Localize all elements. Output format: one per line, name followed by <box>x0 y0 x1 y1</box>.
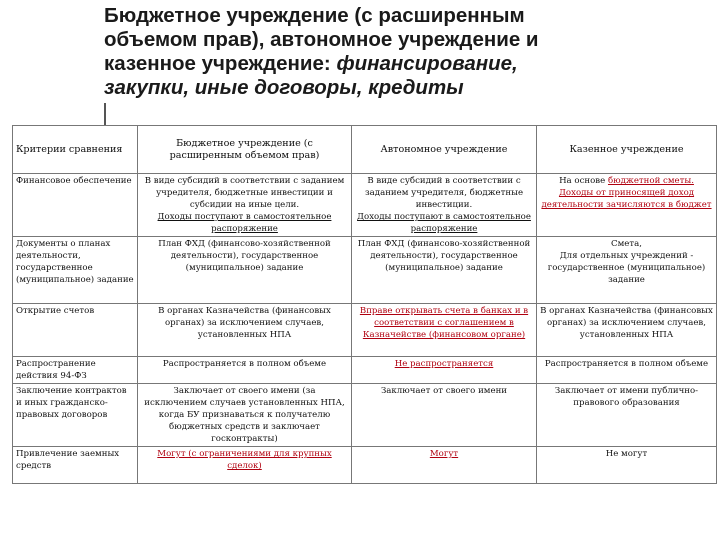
title-line-2: объемом прав), автономное учреждение и <box>104 28 539 51</box>
comparison-table <box>12 125 717 484</box>
table-row-documents <box>13 237 717 304</box>
cell-red-text: Доходы от приносящей доход деятельности зачисляются в бюджет <box>541 188 712 210</box>
cell-budget: Распространяется в полном объеме <box>138 357 352 384</box>
cell-state: В органах Казначейства (финансовых органах) за исключением случаев, установленных НПА <box>537 304 717 357</box>
title-line-1: Бюджетное учреждение (с расширенным <box>104 4 525 27</box>
table-row-accounts <box>13 304 717 357</box>
cell-autonomous <box>352 304 537 357</box>
cell-state: Заключает от имени публично-правового образования <box>537 384 717 447</box>
title-bracket-decoration <box>104 103 114 125</box>
cell-criterion: Распространение действия 94-ФЗ <box>13 357 138 384</box>
cell-criterion: Финансовое обеспечение <box>13 174 138 237</box>
header-criteria: Критерии сравнения <box>13 126 138 174</box>
cell-state <box>537 237 717 304</box>
title-line-4: закупки, иные договоры, кредиты <box>104 76 464 99</box>
cell-budget <box>138 174 352 237</box>
table-header-row <box>13 126 717 174</box>
header-budget: Бюджетное учреждение (с расширенным объемом прав) <box>138 126 352 174</box>
cell-budget: В органах Казначейства (финансовых органах) за исключением случаев, установленных НПА <box>138 304 352 357</box>
header-autonomous: Автономное учреждение <box>352 126 537 174</box>
cell-red-text: Могут <box>429 449 459 459</box>
cell-red-text: Не распространяется <box>394 359 494 369</box>
cell-text: В виде субсидий в соответствии с заданием учредителя, бюджетные инвестиции. <box>364 176 524 210</box>
cell-autonomous <box>352 357 537 384</box>
cell-budget: Заключает от своего имени (за исключением случаев установленных НПА, когда БУ признаваться к получателю бюджетных средств и заключает госконтракты) <box>138 384 352 447</box>
table-row-financing <box>13 174 717 237</box>
cell-text: На основе <box>559 176 608 186</box>
table-row-94fz <box>13 357 717 384</box>
cell-red-text: Вправе открывать счета в банках и в соответствии с соглашением в Казначействе (финансовом органе) <box>359 306 529 340</box>
cell-underlined-text: Доходы поступают в самостоятельное распоряжение <box>157 212 332 234</box>
cell-text: Смета, <box>611 239 642 249</box>
page-title <box>104 4 704 100</box>
cell-autonomous <box>352 447 537 484</box>
cell-criterion: Заключение контрактов и иных гражданско-правовых договоров <box>13 384 138 447</box>
cell-budget <box>138 447 352 484</box>
cell-underlined-text: Доходы поступают в самостоятельное распоряжение <box>357 212 531 234</box>
title-line-3-italic: финансирование, <box>336 52 518 75</box>
cell-text: В виде субсидий в соответствии с заданием учредителя, бюджетные инвестиции и субсидии на иные цели. <box>144 176 345 210</box>
title-line-3-normal: казенное учреждение: <box>104 52 337 75</box>
table-row-loans <box>13 447 717 484</box>
cell-criterion: Документы о планах деятельности, государственное (муниципальное) задание <box>13 237 138 304</box>
cell-red-text: Могут (с ограничениями для крупных сделок) <box>157 449 332 471</box>
cell-criterion: Открытие счетов <box>13 304 138 357</box>
cell-autonomous: План ФХД (финансово-хозяйственной деятельности), государственное (муниципальное) задание <box>352 237 537 304</box>
cell-state: Распространяется в полном объеме <box>537 357 717 384</box>
cell-text: Для отдельных учреждений - государственное (муниципальное) задание <box>547 251 706 285</box>
cell-autonomous: Заключает от своего имени <box>352 384 537 447</box>
cell-criterion: Привлечение заемных средств <box>13 447 138 484</box>
cell-red-text: бюджетной сметы. <box>607 176 694 186</box>
cell-state <box>537 174 717 237</box>
cell-state: Не могут <box>537 447 717 484</box>
cell-budget: План ФХД (финансово-хозяйственной деятельности), государственное (муниципальное) задание <box>138 237 352 304</box>
cell-autonomous <box>352 174 537 237</box>
table-row-contracts <box>13 384 717 447</box>
header-state: Казенное учреждение <box>537 126 717 174</box>
title-line-3 <box>104 52 704 76</box>
